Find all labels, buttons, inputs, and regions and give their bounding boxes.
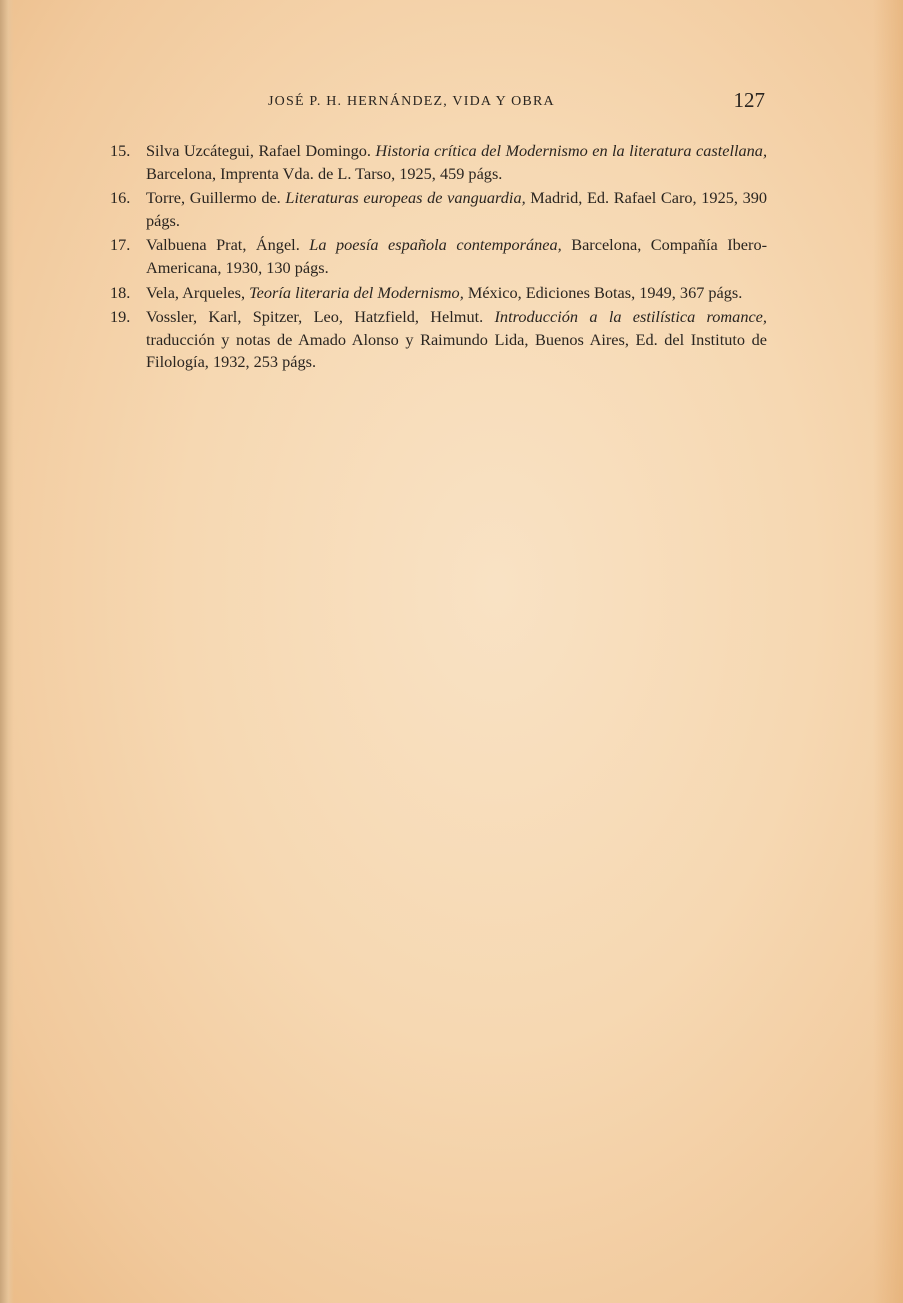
bibliography-list [110,140,767,376]
running-head [140,88,765,118]
entry-publication: Barcelona, Compañía Ibero-Americana, 1930, 130 págs. [146,235,768,277]
page-number: 127 [733,88,765,112]
entry-title: La poesía española contemporánea, [309,235,562,255]
entry-text [146,141,767,183]
page-left-edge [0,0,14,1303]
entry-number: 17. [110,235,131,255]
entry-number: 19. [110,307,131,327]
bibliography-entry-18 [110,282,767,305]
entry-publication: Barcelona, Imprenta Vda. de L. Tarso, 1925, 459 págs. [146,163,503,183]
entry-author: Vossler, Karl, Spitzer, Leo, Hatzfield, Helmut. [146,307,495,327]
entry-title: Teoría literaria del Modernismo, [249,282,464,302]
entry-title: Historia crítica del Modernismo en la literatura castellana, [375,141,768,160]
bibliography-entry-16 [110,187,767,232]
bibliography-entry-17 [110,234,767,279]
entry-title: Literaturas europeas de vanguardia, [285,188,526,208]
entry-title: Introducción a la estilística romance, [494,307,767,327]
entry-text [146,235,767,277]
entry-author: Silva Uzcátegui, Rafael Domingo. [146,141,376,160]
bibliography-entry-19 [110,306,767,374]
entry-text [146,307,767,371]
entry-publication: Madrid, Ed. Rafael Caro, 1925, 390 págs. [146,188,767,230]
entry-number: 18. [110,282,131,302]
entry-author: Vela, Arqueles, [146,282,250,302]
page-right-edge [873,0,903,1303]
entry-text [146,283,742,302]
entry-number: 15. [110,141,131,160]
entry-publication: traducción y notas de Amado Alonso y Raimundo Lida, Buenos Aires, Ed. del Instituto de Filología, 1932, 253 págs. [146,329,767,372]
entry-author: Torre, Guillermo de. [146,188,286,208]
running-title: JOSÉ P. H. HERNÁNDEZ, VIDA Y OBRA [268,94,555,109]
entry-number: 16. [110,188,131,208]
bibliography-entry-15 [110,140,767,185]
entry-author: Valbuena Prat, Ángel. [146,235,310,255]
entry-publication: México, Ediciones Botas, 1949, 367 págs. [463,282,743,302]
entry-text [146,188,767,230]
